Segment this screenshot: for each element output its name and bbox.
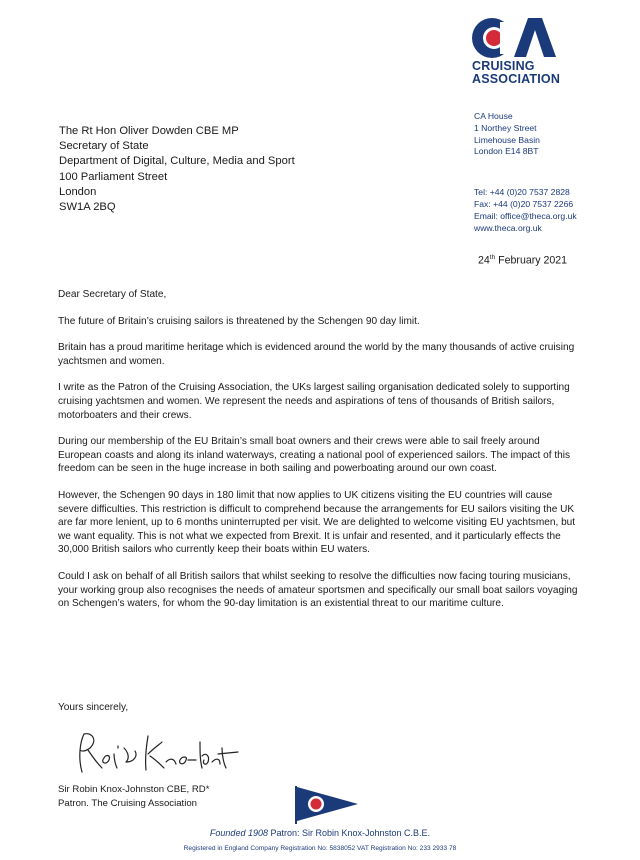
founded-line [0,828,640,838]
org-name-line1: CRUISING [472,59,535,73]
fax-number: Fax: +44 (0)20 7537 2266 [474,198,574,209]
date-rest: February 2021 [495,254,568,267]
letter-date [478,254,567,267]
address-line: 1 Northey Street [474,122,537,133]
recipient-line: 100 Parliament Street [59,170,168,183]
body-paragraph: I write as the Patron of the Cruising Association, the UKs largest sailing organisation dedicated solely to supporting cruising yachtsmen and women. We represent the needs and aspirations of tens of thousands of British sailors, motorboaters and their crews. [58,382,570,421]
signer-title: Patron. The Cruising Association [58,797,198,809]
address-line: CA House [474,111,513,121]
signer-name: Sir Robin Knox-Johnston CBE, RD* [58,784,210,795]
body-paragraph: Could I ask on behalf of all British sailors that whilst seeking to resolve the difficulties now facing touring musicians, your working group also recognises the needs of amateur sportsmen and specifically our small boat sailors voyaging on Schengen’s waters, for whom the 90-day limitation is an existential threat to our maritime culture. [58,570,578,610]
recipient-line: SW1A 2BQ [59,201,116,214]
closing: Yours sincerely, [58,702,129,713]
recipient-line: London [59,185,97,198]
address-line: Limehouse Basin [474,134,540,145]
recipient-name: The Rt Hon Oliver Dowden CBE MP [59,125,239,137]
flag-pennant [297,787,358,821]
handwritten-signature [62,728,247,776]
website-link[interactable]: www.theca.org.uk [474,222,542,233]
letter-body [58,288,583,624]
burgee-flag-icon [292,786,362,824]
email-address[interactable]: Email: office@theca.org.uk [474,210,577,221]
salutation: Dear Secretary of State, [58,289,167,300]
body-paragraph: The future of Britain’s cruising sailors is threatened by the Schengen 90 day limit. [58,315,420,327]
address-line: London E14 8BT [474,146,539,157]
patron-line: Patron: Sir Robin Knox-Johnston C.B.E. [267,828,431,838]
body-paragraph: Britain has a proud maritime heritage which is evidenced around the world by the many thousands of active cruising yachtsmen and women. [58,342,575,367]
flag-dot [311,799,322,810]
recipient-line: Department of Digital, Culture, Media and Sport [59,155,295,168]
body-paragraph: However, the Schengen 90 days in 180 limit that now applies to UK citizens visiting the EU countries will cause severe difficulties. This restriction is difficult to comprehend because the arrangements for EU sailors visiting the UK are far more lenient, up to 6 months uninterrupted per visit. We are delighted to welcome visiting EU yachtsmen, but we want equality. This is not what we expected from Brexit. It is unfair and resented, and it particularly effects the 30,000 British sailors who currently keep their boats within EU waters. [58,489,576,556]
founded-year: Founded 1908 [209,828,268,838]
date-day: 24 [478,254,490,267]
org-name [472,60,582,86]
recipient-line: Secretary of State [59,140,149,153]
recipient-address-block [59,124,295,215]
date-suffix: th [489,254,496,261]
sender-address-block [474,111,577,234]
logo-a-letter [514,18,556,57]
signer-block [58,783,209,810]
org-name-line2: ASSOCIATION [472,72,561,86]
logo-red-dot [486,30,502,46]
body-paragraph: During our membership of the EU Britain’s small boat owners and their crews were able to sail freely around European coasts and along its inland waterways, creating a national pool of experienced sailors. The impact of this freedom can be seen in the huge increase in both sailing and powerboating around our own coast. [58,436,571,475]
registration-line: Registered in England Company Registration No: 5838052 VAT Registration No: 233 2933 78 [183,845,457,852]
phone-number: Tel: +44 (0)20 7537 2828 [474,187,570,198]
logo-c-opening [500,22,516,54]
